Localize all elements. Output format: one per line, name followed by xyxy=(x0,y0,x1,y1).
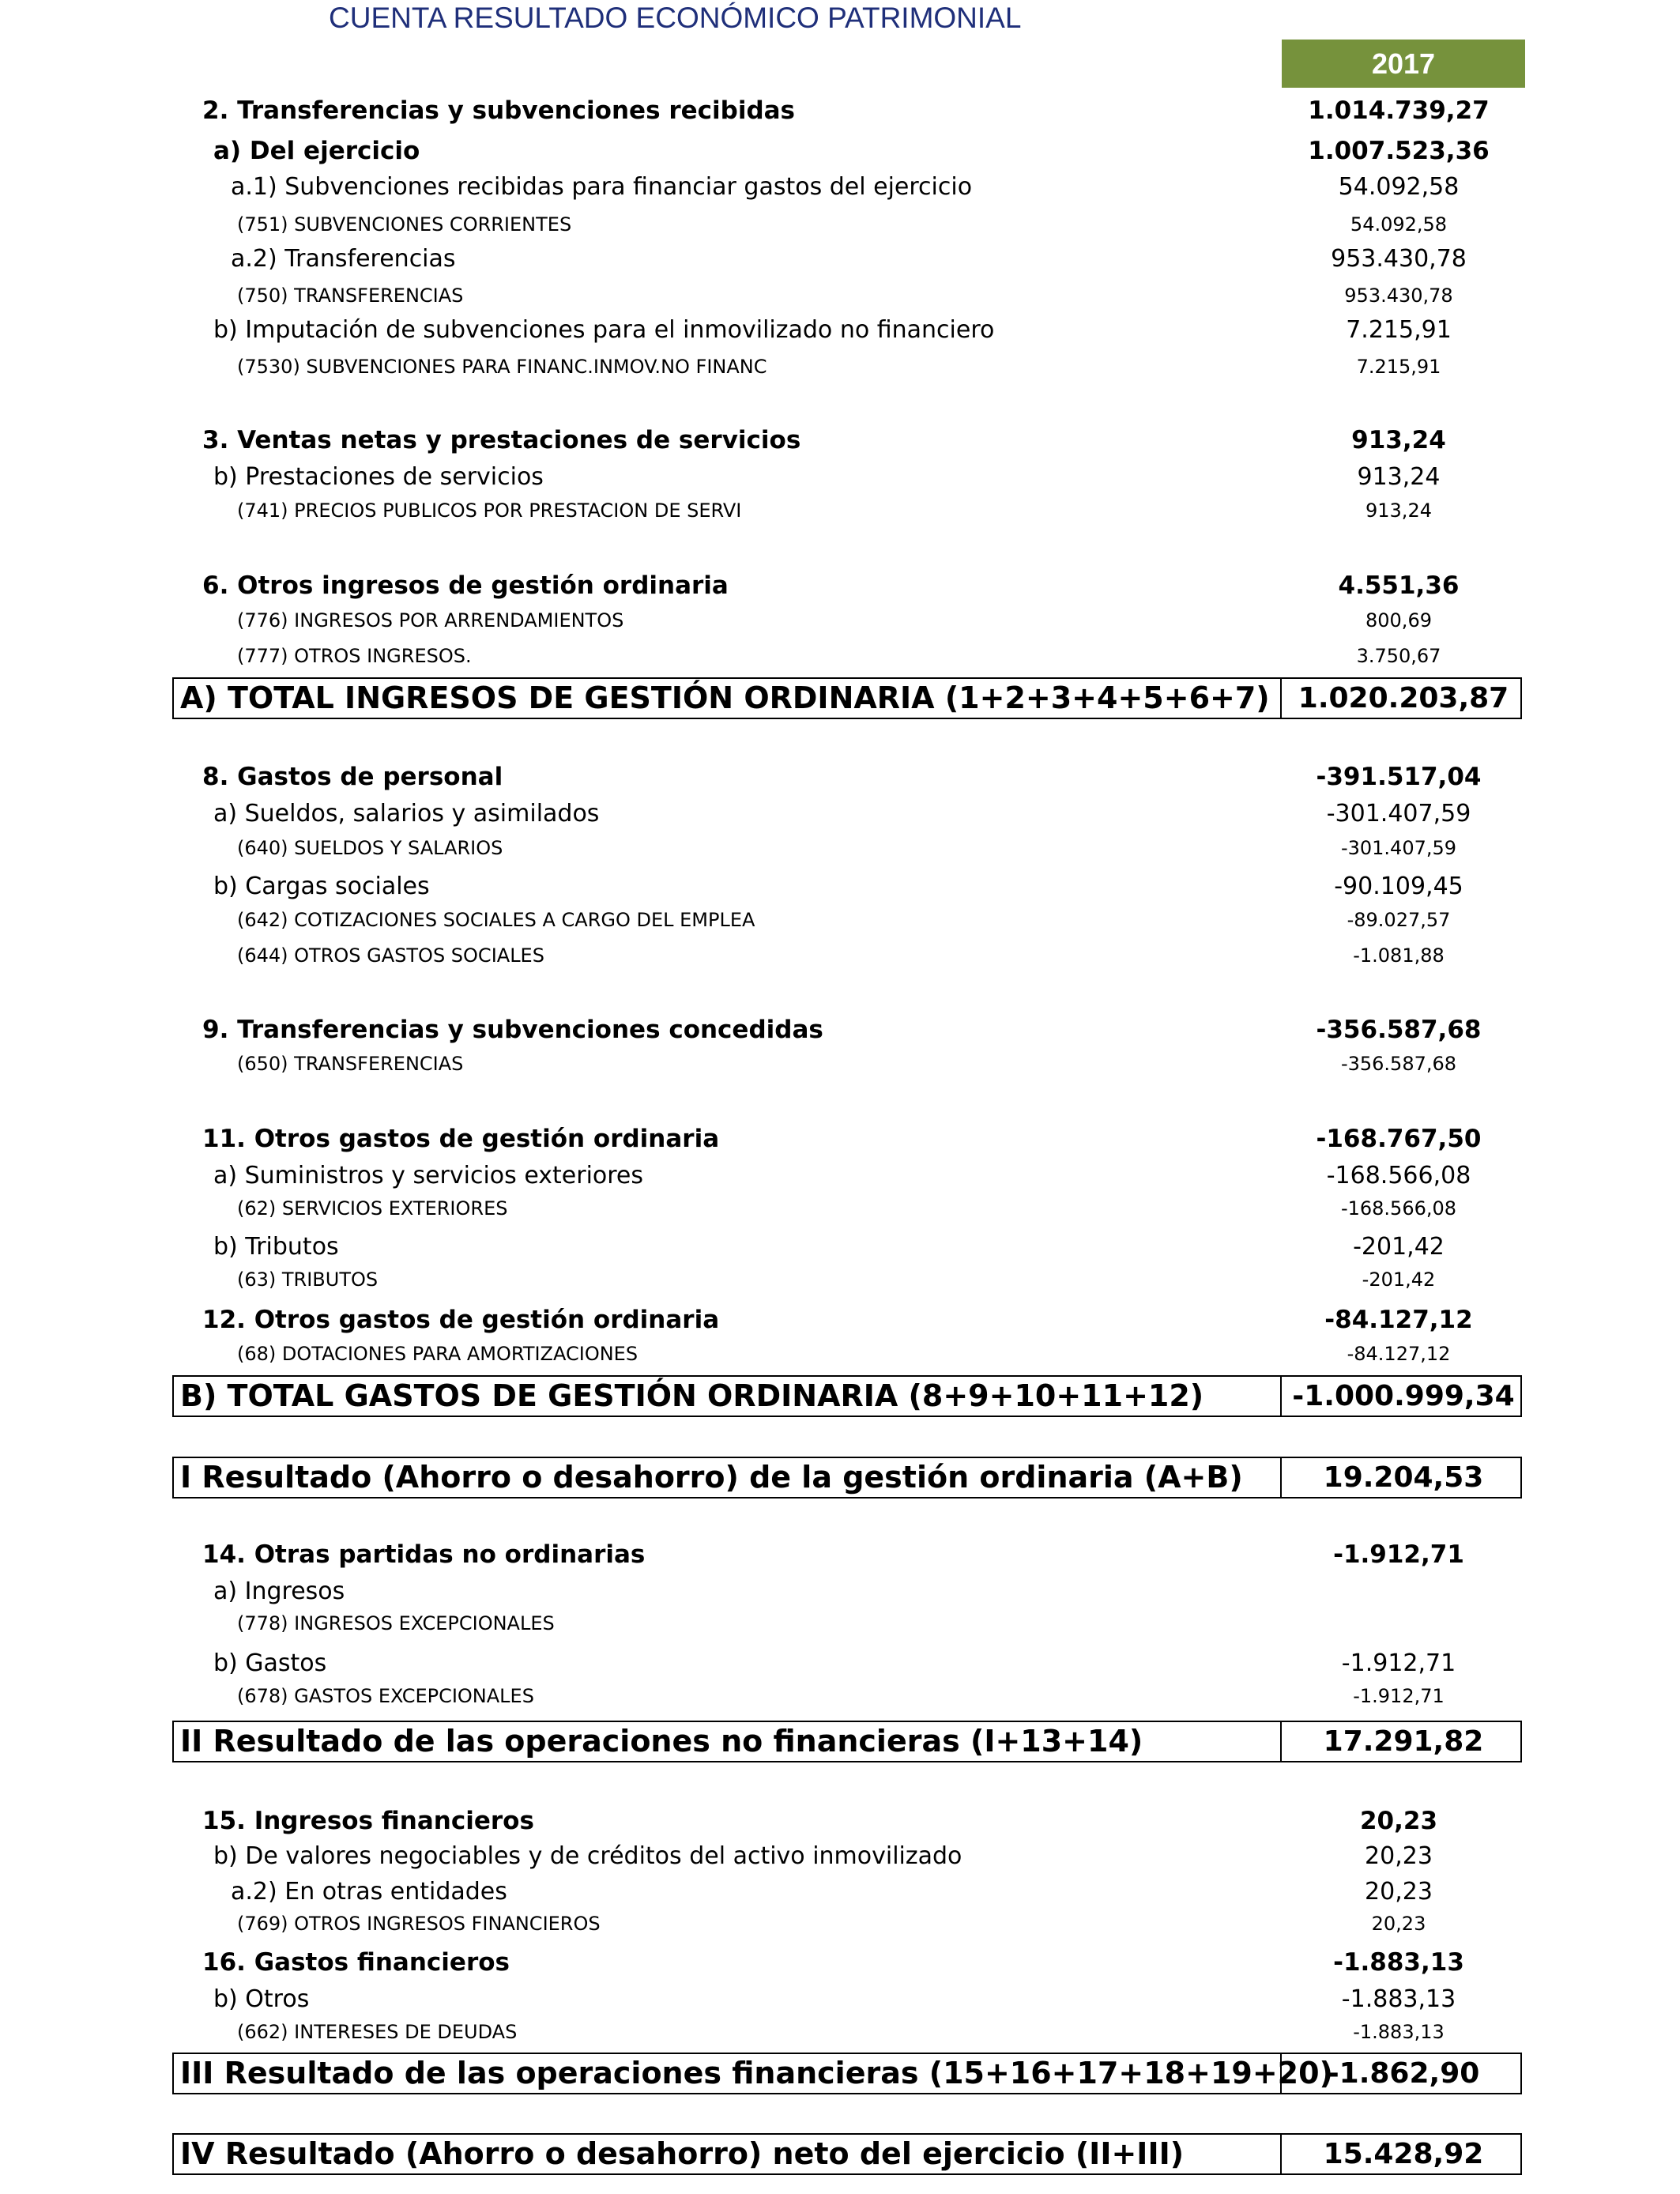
row-label: 6. Otros ingresos de gestión ordinaria xyxy=(202,571,729,600)
row-value: 20,23 xyxy=(1359,1807,1438,1835)
row-label: (63) TRIBUTOS xyxy=(237,1269,379,1291)
row-value: 54.092,58 xyxy=(1338,173,1460,201)
row-label: (678) GASTOS EXCEPCIONALES xyxy=(237,1685,534,1707)
total-row xyxy=(0,677,1680,719)
row-label: 11. Otros gastos de gestión ordinaria xyxy=(202,1125,720,1153)
row-value: 913,24 xyxy=(1351,426,1446,454)
row-value: -1.912,71 xyxy=(1341,1649,1456,1677)
row-label: II Resultado de las operaciones no financieras (I+13+14) xyxy=(180,1724,1143,1759)
row-value: -1.883,13 xyxy=(1333,1948,1464,1977)
row-label: 14. Otras partidas no ordinarias xyxy=(202,1540,646,1569)
row-label: a.2) En otras entidades xyxy=(231,1878,507,1906)
row-value: 800,69 xyxy=(1365,609,1432,631)
row-label: b) Otros xyxy=(213,1985,310,2013)
row-label: b) Gastos xyxy=(213,1649,327,1677)
row-label: (776) INGRESOS POR ARRENDAMIENTOS xyxy=(237,609,624,631)
row-value: -201,42 xyxy=(1353,1233,1445,1261)
row-label: b) De valores negociables y de créditos del activo inmovilizado xyxy=(213,1842,962,1870)
row-value: -84.127,12 xyxy=(1347,1343,1451,1365)
row-label: b) Prestaciones de servicios xyxy=(213,463,544,491)
row-label: 2. Transferencias y subvenciones recibidas xyxy=(202,96,796,125)
row-label: 8. Gastos de personal xyxy=(202,763,503,791)
row-value: 3.750,67 xyxy=(1356,645,1441,667)
row-label: (640) SUELDOS Y SALARIOS xyxy=(237,837,503,859)
row-label: (778) INGRESOS EXCEPCIONALES xyxy=(237,1612,555,1634)
row-value: -1.883,13 xyxy=(1353,2021,1445,2043)
row-label: a) Sueldos, salarios y asimilados xyxy=(213,800,600,827)
row-label: I Resultado (Ahorro o desahorro) de la gestión ordinaria (A+B) xyxy=(180,1460,1243,1495)
row-value: -84.127,12 xyxy=(1324,1306,1473,1334)
row-value: -1.883,13 xyxy=(1341,1985,1456,2013)
row-label: IV Resultado (Ahorro o desahorro) neto del ejercicio (II+III) xyxy=(180,2136,1185,2171)
row-value: -391.517,04 xyxy=(1316,763,1482,791)
row-label: (650) TRANSFERENCIAS xyxy=(237,1053,464,1075)
row-value: 54.092,58 xyxy=(1350,213,1448,236)
page-title: CUENTA RESULTADO ECONÓMICO PATRIMONIAL xyxy=(329,2,1022,34)
total-row xyxy=(0,1457,1680,1498)
row-value: -168.566,08 xyxy=(1340,1197,1457,1220)
row-label: b) Tributos xyxy=(213,1233,339,1261)
row-label: (769) OTROS INGRESOS FINANCIEROS xyxy=(237,1913,601,1935)
row-label: (741) PRECIOS PUBLICOS POR PRESTACION DE SERVI xyxy=(237,499,742,522)
row-label: 9. Transferencias y subvenciones concedidas xyxy=(202,1016,823,1044)
row-label: A) TOTAL INGRESOS DE GESTIÓN ORDINARIA (1+2+3+4+5+6+7) xyxy=(180,680,1270,715)
row-label: a.1) Subvenciones recibidas para financiar gastos del ejercicio xyxy=(231,173,973,201)
row-value: 913,24 xyxy=(1365,499,1432,522)
row-value: 17.291,82 xyxy=(1323,1725,1484,1758)
row-label: (750) TRANSFERENCIAS xyxy=(237,285,464,307)
row-value: 953.430,78 xyxy=(1344,285,1453,307)
row-value: -168.566,08 xyxy=(1326,1162,1471,1189)
row-value: 1.020.203,87 xyxy=(1298,682,1509,714)
row-value: -301.407,59 xyxy=(1340,837,1457,859)
row-value: 20,23 xyxy=(1365,1878,1433,1906)
row-value: -1.912,71 xyxy=(1333,1540,1464,1569)
row-value: -89.027,57 xyxy=(1347,909,1451,931)
row-value: 7.215,91 xyxy=(1346,316,1452,344)
row-label: 3. Ventas netas y prestaciones de servicios xyxy=(202,426,801,454)
row-label: b) Cargas sociales xyxy=(213,873,430,900)
row-label: B) TOTAL GASTOS DE GESTIÓN ORDINARIA (8+9+10+11+12) xyxy=(180,1378,1204,1413)
row-label: a) Ingresos xyxy=(213,1578,345,1605)
row-label: (777) OTROS INGRESOS. xyxy=(237,645,472,667)
row-value: -1.862,90 xyxy=(1327,2057,1480,2090)
row-value: -356.587,68 xyxy=(1316,1016,1482,1044)
row-value: 20,23 xyxy=(1371,1913,1426,1935)
row-value: 7.215,91 xyxy=(1356,356,1441,378)
row-label: (751) SUBVENCIONES CORRIENTES xyxy=(237,213,572,236)
row-label: 15. Ingresos financieros xyxy=(202,1807,534,1835)
total-row xyxy=(0,2053,1680,2094)
row-label: (62) SERVICIOS EXTERIORES xyxy=(237,1197,508,1220)
row-value: -201,42 xyxy=(1362,1269,1436,1291)
row-value: -90.109,45 xyxy=(1334,873,1463,900)
row-value: 19.204,53 xyxy=(1323,1461,1484,1494)
year-header: 2017 xyxy=(1282,40,1525,88)
row-value: -1.000.999,34 xyxy=(1292,1380,1515,1412)
row-value: 1.007.523,36 xyxy=(1308,137,1490,165)
row-value: -168.767,50 xyxy=(1316,1125,1482,1153)
row-value: 913,24 xyxy=(1357,463,1441,491)
total-row xyxy=(0,2133,1680,2175)
row-label: a) Del ejercicio xyxy=(213,137,420,165)
row-label: 16. Gastos financieros xyxy=(202,1948,510,1977)
row-value: 4.551,36 xyxy=(1338,571,1460,600)
row-value: 15.428,92 xyxy=(1323,2138,1484,2170)
row-label: III Resultado de las operaciones financieras (15+16+17+18+19+20) xyxy=(180,2056,1333,2090)
row-value: -301.407,59 xyxy=(1326,800,1471,827)
row-label: a.2) Transferencias xyxy=(231,245,456,273)
row-label: (68) DOTACIONES PARA AMORTIZACIONES xyxy=(237,1343,638,1365)
row-label: (642) COTIZACIONES SOCIALES A CARGO DEL EMPLEA xyxy=(237,909,755,931)
row-value: -356.587,68 xyxy=(1340,1053,1457,1075)
total-row xyxy=(0,1721,1680,1762)
row-value: -1.912,71 xyxy=(1353,1685,1445,1707)
row-value: 953.430,78 xyxy=(1331,245,1467,273)
row-label: b) Imputación de subvenciones para el inmovilizado no financiero xyxy=(213,316,995,344)
row-label: a) Suministros y servicios exteriores xyxy=(213,1162,644,1189)
row-label: (662) INTERESES DE DEUDAS xyxy=(237,2021,518,2043)
row-label: (7530) SUBVENCIONES PARA FINANC.INMOV.NO FINANC xyxy=(237,356,767,378)
total-row xyxy=(0,1375,1680,1417)
row-label: 12. Otros gastos de gestión ordinaria xyxy=(202,1306,720,1334)
row-value: 20,23 xyxy=(1365,1842,1433,1870)
row-value: -1.081,88 xyxy=(1353,944,1445,967)
row-label: (644) OTROS GASTOS SOCIALES xyxy=(237,944,544,967)
row-value: 1.014.739,27 xyxy=(1308,96,1490,125)
